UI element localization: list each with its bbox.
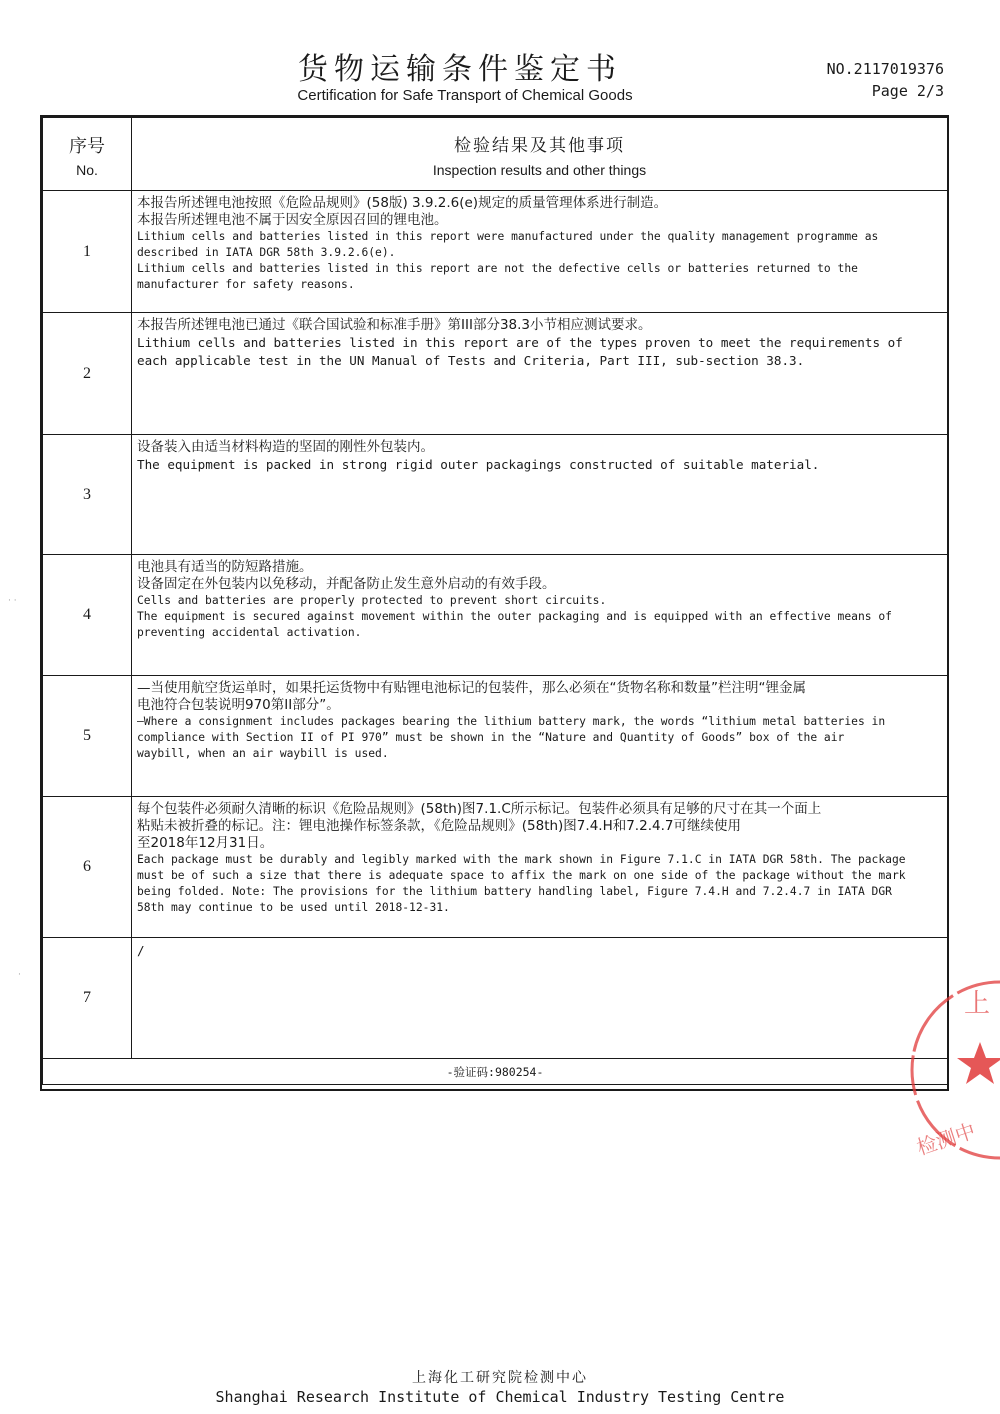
row-text-en: being folded. Note: The provisions for the lithium battery handling label, Figure 7.4.H and 7.2.4.7 in IATA DGR xyxy=(137,885,892,898)
column-header-no xyxy=(43,118,132,191)
row-text-en: Cells and batteries are properly protected to prevent short circuits. xyxy=(137,594,607,607)
document-title-cn: 货物运输条件鉴定书 xyxy=(298,52,622,87)
row-number: 6 xyxy=(43,797,132,938)
row-text-en: described in IATA DGR 58th 3.9.2.6(e). xyxy=(137,246,396,259)
row-content xyxy=(132,555,948,676)
row-content xyxy=(132,676,948,797)
row-text-cn: 每个包装件必须耐久清晰的标识《危险品规则》(58th)图7.1.C所示标记。包装件必须具有足够的尺寸在其一个面上 xyxy=(137,801,822,817)
seal-text-top: 上 xyxy=(964,989,991,1019)
row-content xyxy=(132,313,948,435)
row-text-en: waybill, when an air waybill is used. xyxy=(137,747,389,760)
table-row xyxy=(43,191,948,313)
row-text-en: The equipment is secured against movement within the outer packaging and is equipped with an effective means of xyxy=(137,610,892,623)
document-title-en: Certification for Safe Transport of Chemical Goods xyxy=(297,87,633,104)
row-text-en: Lithium cells and batteries listed in this report are of the types proven to meet the requirements of xyxy=(137,335,903,350)
table-header-row xyxy=(43,118,948,191)
row-text-en: preventing accidental activation. xyxy=(137,626,362,639)
row-text-en: Lithium cells and batteries listed in this report are not the defective cells or batteries returned to the xyxy=(137,262,858,275)
row-number: 1 xyxy=(43,191,132,313)
row-content xyxy=(132,191,948,313)
row-text-en: Each package must be durably and legibly marked with the mark shown in Figure 7.1.C in IATA DGR 58th. The package xyxy=(137,853,906,866)
table-row xyxy=(43,555,948,676)
row-number: 2 xyxy=(43,313,132,435)
row-text-cn: 本报告所述锂电池按照《危险品规则》(58版) 3.9.2.6(e)规定的质量管理体系进行制造。 xyxy=(137,195,668,211)
row-number: 4 xyxy=(43,555,132,676)
row-text-en: must be of such a size that there is adequate space to affix the mark on one side of the package without the mark xyxy=(137,869,906,882)
row-text-cn: 本报告所述锂电池不属于因安全原因召回的锂电池。 xyxy=(137,212,448,228)
table-row xyxy=(43,313,948,435)
row-text-en: Lithium cells and batteries listed in this report were manufactured under the quality management programme as xyxy=(137,230,879,243)
seal-graphic xyxy=(900,960,1000,1180)
seal-text-bottom: 检测中 xyxy=(913,1118,979,1160)
row-text-cn: 电池符合包装说明970第II部分”。 xyxy=(137,697,340,713)
table-row xyxy=(43,797,948,938)
row-text-cn: 电池具有适当的防短路措施。 xyxy=(137,559,313,575)
verification-code: -验证码:980254- xyxy=(43,1059,948,1085)
footer-organization-cn: 上海化工研究院检测中心 xyxy=(412,1370,588,1386)
row-number: 3 xyxy=(43,435,132,555)
page-number: Page 2/3 xyxy=(871,82,944,100)
row-text-en: compliance with Section II of PI 970” must be shown in the “Nature and Quantity of Goods” box of the air xyxy=(137,731,845,744)
table-row xyxy=(43,435,948,555)
row-content xyxy=(132,797,948,938)
column-header-results-en: Inspection results and other things xyxy=(432,161,647,178)
row-text-cn: 至2018年12月31日。 xyxy=(137,835,274,851)
table-row xyxy=(43,938,948,1059)
column-header-no-cn: 序号 xyxy=(69,136,105,157)
scan-mark: · · xyxy=(8,596,17,606)
certificate-number: NO.2117019376 xyxy=(826,60,944,78)
row-text-placeholder: / xyxy=(137,943,145,958)
row-text-cn: 设备装入由适当材料构造的坚固的刚性外包装内。 xyxy=(137,439,434,455)
row-text-cn: —当使用航空货运单时，如果托运货物中有贴锂电池标记的包装件，那么必须在“货物名称和数量”栏注明“锂金属 xyxy=(137,680,806,696)
verification-row xyxy=(43,1059,948,1085)
column-header-results-cn: 检验结果及其他事项 xyxy=(454,135,625,156)
row-text-en: The equipment is packed in strong rigid outer packagings constructed of suitable material. xyxy=(137,457,820,472)
seal-star-icon xyxy=(957,1042,1000,1084)
row-text-cn: 设备固定在外包装内以免移动，并配备防止发生意外启动的有效手段。 xyxy=(137,576,556,592)
column-header-no-en: No. xyxy=(76,162,98,178)
row-number: 5 xyxy=(43,676,132,797)
row-content xyxy=(132,435,948,555)
column-header-results xyxy=(132,118,948,191)
footer-organization-en: Shanghai Research Institute of Chemical Industry Testing Centre xyxy=(215,1388,785,1406)
row-text-cn: 粘贴未被折叠的标记。注：锂电池操作标签条款，《危险品规则》(58th)图7.4.H和7.2.4.7可继续使用 xyxy=(137,818,741,834)
scan-mark: · xyxy=(18,970,21,980)
row-text-en: 58th may continue to be used until 2018-12-31. xyxy=(137,901,450,914)
inspection-table xyxy=(42,117,948,1085)
row-number: 7 xyxy=(43,938,132,1059)
row-text-en: each applicable test in the UN Manual of Tests and Criteria, Part III, sub-section 38.3. xyxy=(137,353,805,368)
official-seal xyxy=(900,960,1000,1180)
row-text-en: manufacturer for safety reasons. xyxy=(137,278,355,291)
row-text-cn: 本报告所述锂电池已通过《联合国试验和标准手册》第III部分38.3小节相应测试要求。 xyxy=(137,317,652,333)
row-content xyxy=(132,938,948,1059)
table-row xyxy=(43,676,948,797)
row-text-en: —Where a consignment includes packages bearing the lithium battery mark, the words “lithium metal batteries in xyxy=(137,715,886,728)
